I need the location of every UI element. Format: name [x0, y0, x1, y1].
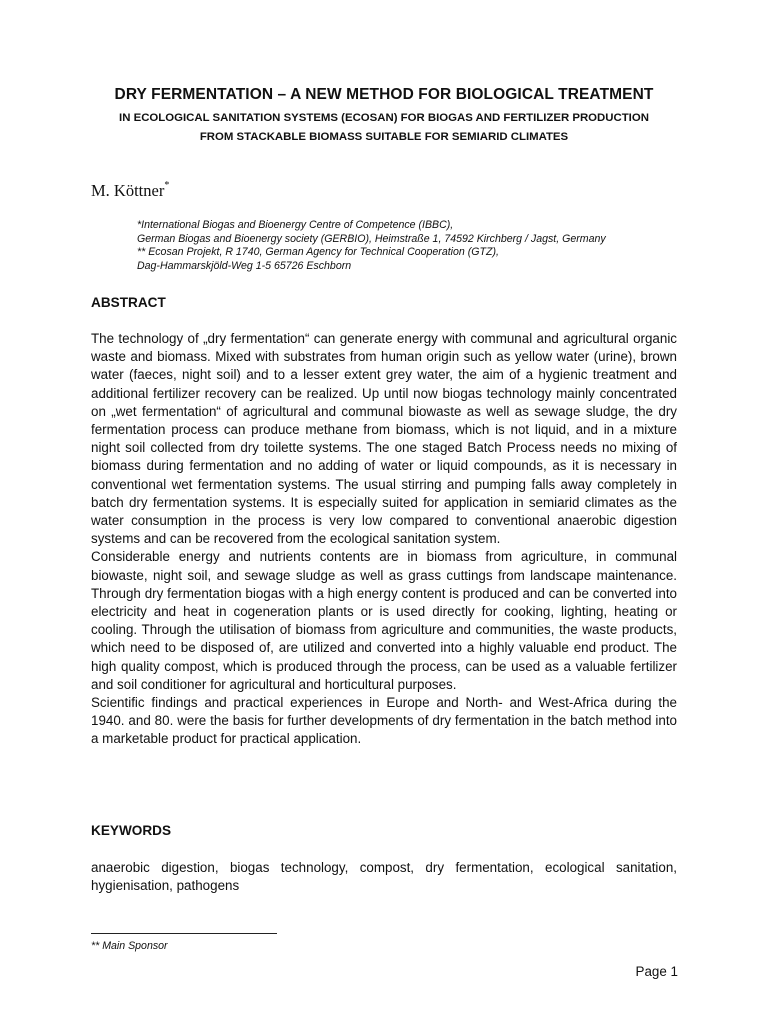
author-mark: * [164, 179, 170, 191]
affiliation-line: *International Biogas and Bioenergy Centre of Competence (IBBC), [137, 219, 454, 231]
author-name-text: M. Köttner [91, 181, 165, 200]
abstract-paragraph: Scientific findings and practical experiences in Europe and North- and West-Africa during the 1940. and 80. were the basis for further developments of dry fermentation in the batch method into a marketable product for practical application. [91, 695, 677, 747]
abstract-heading: ABSTRACT [91, 295, 166, 310]
footnote: ** Main Sponsor [91, 940, 168, 952]
affiliation-line: Dag-Hammarskjöld-Weg 1-5 65726 Eschborn [137, 259, 352, 272]
subtitle-line-1: IN ECOLOGICAL SANITATION SYSTEMS (ECOSAN) FOR BIOGAS AND FERTILIZER PRODUCTION [119, 112, 649, 124]
subtitle-line-2: FROM STACKABLE BIOMASS SUITABLE FOR SEMIARID CLIMATES [199, 131, 569, 143]
abstract-body [91, 330, 677, 749]
paper-subtitle [60, 109, 708, 147]
affiliation-line: ** Ecosan Projekt, R 1740, German Agency for Technical Cooperation (GTZ), [137, 246, 499, 258]
author-name [91, 181, 169, 201]
abstract-paragraph: Considerable energy and nutrients contents are in biomass from agriculture, in communal biowaste, night soil, and sewage sludge as well as grass cuttings from landscape maintenance. Through dry fermentation biogas with a high energy content is produced and can be converted into electricity and heat in cogeneration plants or is used directly for cooking, lighting, heating or cooling. Through the utilisation of biomass from agriculture and communities, the waste products, which need to be disposed of, are utilized and converted into a highly valuable end product. The high quality compost, which is produced through the process, can be used as a valuable fertilizer and soil conditioner for agricultural and horticultural purposes. [91, 549, 677, 692]
abstract-paragraph: The technology of „dry fermentation“ can generate energy with communal and agricultural organic waste and biomass. Mixed with substrates from human origin such as yellow water (urine), brown water (faeces, night soil) and to a lesser extent grey water, the aim of a hygienic treatment and additional fertilizer recovery can be realized. Up until now biogas technology mainly concentrated on „wet fermentation“ of agricultural and communal biowaste as well as sewage sludge, the dry fermentation process can produce methane from biomass, which is not liquid, and in a mixture night soil collected from dry toilette systems. The one staged Batch Process needs no mixing of biomass during fermentation and no adding of water or liquid compounds, as it is necessary in conventional wet fermentation systems. The usual stirring and pumping falls away completely in batch dry fermentation systems. It is especially suited for application in semiarid climates as the water consumption in the process is very low compared to conventional anaerobic digestion systems and can be recovered from the ecological sanitation system. [91, 331, 677, 547]
affiliations [137, 219, 697, 273]
keywords-heading: KEYWORDS [91, 823, 172, 838]
footnote-divider [91, 933, 277, 934]
affiliation-line: German Biogas and Bioenergy society (GERBIO), Heimstraße 1, 74592 Kirchberg / Jagst, Germany [137, 232, 606, 245]
paper-title: DRY FERMENTATION – A NEW METHOD FOR BIOLOGICAL TREATMENT [114, 86, 654, 103]
page-number: Page 1 [635, 964, 678, 979]
keywords-text: anaerobic digestion, biogas technology, compost, dry fermentation, ecological sanitation, hygienisation, pathogens [91, 860, 677, 894]
